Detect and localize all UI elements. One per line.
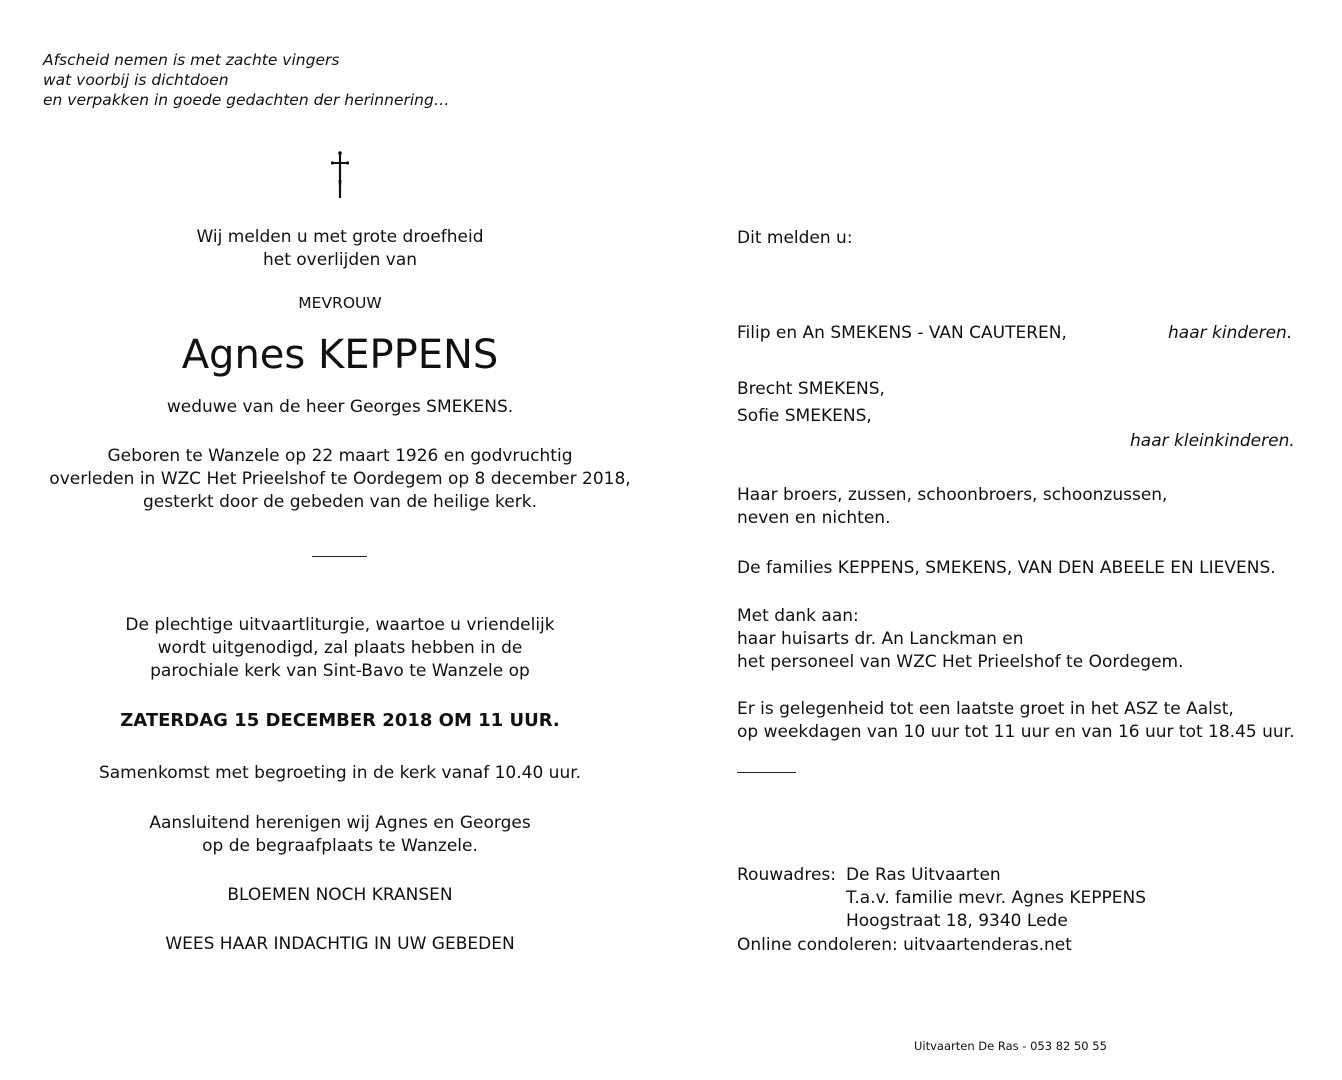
- cross-icon: [322, 150, 358, 200]
- separator-line: [737, 772, 796, 773]
- separator-line: [312, 556, 367, 557]
- footer-contact: Uitvaarten De Ras - 053 82 50 55: [914, 1039, 1107, 1053]
- thanks-line: Met dank aan:: [737, 606, 859, 626]
- poem-line: Afscheid nemen is met zachte vingers: [43, 51, 340, 69]
- families-text: De families KEPPENS, SMEKENS, VAN DEN ABEELE EN LIEVENS.: [737, 558, 1276, 578]
- intro-text: [30, 226, 650, 272]
- grandchildren-role: haar kleinkinderen.: [1130, 431, 1295, 451]
- thanks-line: het personeel van WZC Het Prieelshof te Oordegem.: [737, 652, 1184, 672]
- visit-text: [737, 698, 1295, 744]
- reunite-line: Aansluitend herenigen wij Agnes en Georges: [149, 813, 531, 833]
- visit-line: Er is gelegenheid tot een laatste groet in het ASZ te Aalst,: [737, 699, 1234, 719]
- funeral-date: ZATERDAG 15 DECEMBER 2018 OM 11 UUR.: [120, 710, 560, 731]
- birth-death-text: [30, 445, 650, 514]
- flowers-note: BLOEMEN NOCH KRANSEN: [227, 885, 453, 905]
- liturgy-line: De plechtige uitvaartliturgie, waartoe u vriendelijk: [125, 615, 555, 635]
- opening-poem: [43, 50, 449, 110]
- thanks-text: [737, 605, 1184, 674]
- grandchildren-list: [737, 376, 885, 430]
- birth-line: Geboren te Wanzele op 22 maart 1926 en godvruchtig: [107, 446, 573, 466]
- grandchild-name: Brecht SMEKENS,: [737, 379, 885, 399]
- intro-line: Wij melden u met grote droefheid: [196, 227, 484, 247]
- liturgy-line: wordt uitgenodigd, zal plaats hebben in de: [157, 638, 523, 658]
- reunite-text: [30, 812, 650, 858]
- children-name: Filip en An SMEKENS - VAN CAUTEREN,: [737, 323, 1067, 343]
- siblings-line: Haar broers, zussen, schoonbroers, schoonzussen,: [737, 485, 1168, 505]
- blessing-line: gesterkt door de gebeden van de heilige kerk.: [142, 492, 537, 512]
- deceased-name: Agnes KEPPENS: [181, 332, 499, 378]
- intro-line: het overlijden van: [262, 250, 418, 270]
- liturgy-line: parochiale kerk van Sint-Bavo te Wanzele op: [150, 661, 530, 681]
- siblings-line: neven en nichten.: [737, 508, 891, 528]
- reunite-line: op de begraafplaats te Wanzele.: [202, 836, 478, 856]
- announce-heading: Dit melden u:: [737, 228, 853, 248]
- visit-line: op weekdagen van 10 uur tot 11 uur en van 16 uur tot 18.45 uur.: [737, 722, 1295, 742]
- address-label: Rouwadres:: [737, 865, 836, 885]
- grandchild-name: Sofie SMEKENS,: [737, 406, 872, 426]
- address-lines: [846, 864, 1146, 933]
- poem-line: wat voorbij is dichtdoen: [43, 71, 229, 89]
- death-line: overleden in WZC Het Prieelshof te Oordegem op 8 december 2018,: [49, 469, 631, 489]
- gathering-text: Samenkomst met begroeting in de kerk vanaf 10.40 uur.: [98, 763, 582, 783]
- online-condolence: Online condoleren: uitvaartenderas.net: [737, 935, 1072, 955]
- title-mevrouw: MEVROUW: [298, 294, 382, 312]
- liturgy-text: [30, 614, 650, 683]
- siblings-text: [737, 484, 1167, 530]
- address-line: Hoogstraat 18, 9340 Lede: [846, 911, 1068, 931]
- mourning-address: [737, 864, 1217, 936]
- widow-line: weduwe van de heer Georges SMEKENS.: [166, 397, 514, 417]
- thanks-line: haar huisarts dr. An Lanckman en: [737, 629, 1024, 649]
- children-role: haar kinderen.: [1168, 323, 1293, 343]
- address-line: T.a.v. familie mevr. Agnes KEPPENS: [846, 888, 1147, 908]
- poem-line: en verpakken in goede gedachten der herinnering…: [43, 91, 450, 109]
- remember-note: WEES HAAR INDACHTIG IN UW GEBEDEN: [165, 934, 515, 954]
- address-line: De Ras Uitvaarten: [846, 865, 1001, 885]
